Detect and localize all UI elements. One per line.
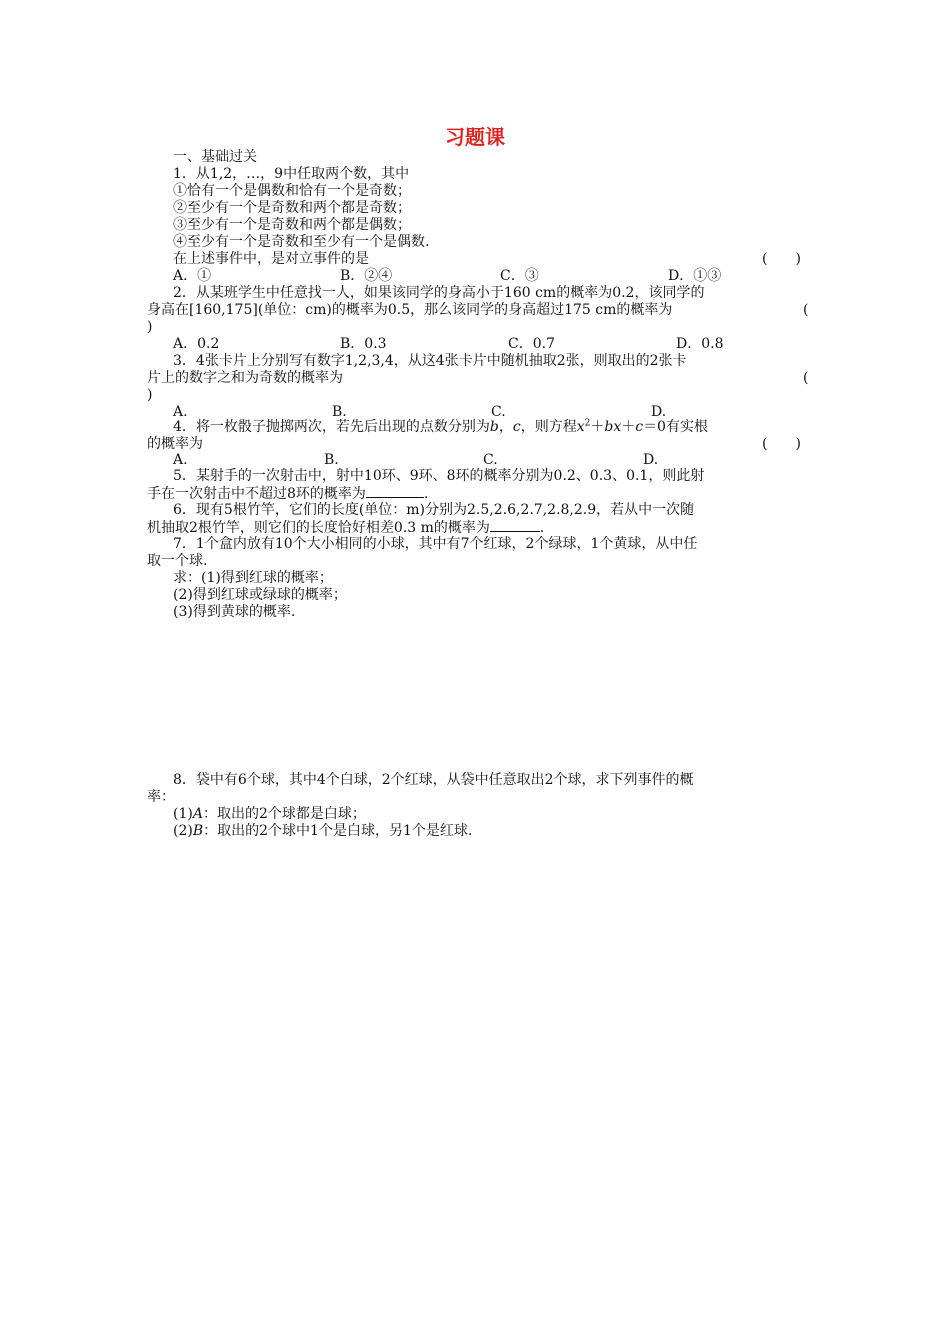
q6-line-1: 6．现有5根竹竿，它们的长度(单位：m)分别为2.5,2.6,2.7,2.8,2.9，若从中一次随 <box>173 502 695 518</box>
q7-part-3: (3)得到黄球的概率. <box>173 604 296 620</box>
q8-part-2-num: (2) <box>173 823 193 839</box>
q5-line-2 <box>147 485 428 503</box>
q7-part-2: (2)得到红球或绿球的概率； <box>173 587 347 603</box>
q1-item-1: ①恰有一个是偶数和恰有一个是奇数； <box>173 183 411 199</box>
q6-text: 机抽取2根竹竿，则它们的长度恰好相差0.3 m的概率为 <box>147 520 490 536</box>
q5-text: 手在一次射击中不超过8环的概率为 <box>147 486 366 502</box>
q4-var-x: x <box>576 419 585 435</box>
q3-option-d: D. <box>651 404 667 420</box>
q5-period: . <box>423 486 429 502</box>
section-heading: 一、基础过关 <box>173 149 257 165</box>
q2-line-2: 身高在[160,175](单位：cm)的概率为0.5，那么该同学的身高超过175 cm的概率为 <box>147 302 673 318</box>
q1-option-b: B．②④ <box>340 268 393 284</box>
q4-answer-paren: ( ) <box>762 436 801 452</box>
q1-stem: 1．从1,2，…，9中任取两个数，其中 <box>173 166 410 182</box>
q2-option-b: B．0.3 <box>340 336 387 352</box>
q3-option-a: A. <box>173 404 188 420</box>
q6-period: . <box>539 520 545 536</box>
q4-sep: ， <box>498 419 513 435</box>
q4-line-1 <box>173 419 708 436</box>
q4-text-b: ，则方程 <box>520 419 577 435</box>
page-title: 习题课 <box>445 125 505 149</box>
q2-paren-close: ) <box>147 319 153 335</box>
q1-option-a: A．① <box>173 268 212 284</box>
q4-exponent: 2 <box>584 418 591 429</box>
q8-part-2-text: ：取出的2个球中1个是白球，另1个是红球. <box>203 823 473 839</box>
q8-event-b: B <box>192 823 204 839</box>
q2-paren-open: ( <box>803 302 809 318</box>
q4-plus-2: ＋ <box>621 419 636 435</box>
q3-paren-open: ( <box>803 370 809 386</box>
q8-part-1-num: (1) <box>173 806 193 822</box>
q5-line-1: 5．某射手的一次射击中，射中10环、9环、8环的概率分别为0.2、0.3、0.1，则此射 <box>173 468 705 484</box>
q8-line-2: 率： <box>147 789 175 805</box>
q1-ask: 在上述事件中，是对立事件的是 <box>173 251 369 267</box>
q3-paren-close: ) <box>147 387 153 403</box>
q3-option-c: C. <box>491 404 506 420</box>
q8-part-1-text: ：取出的2个球都是白球； <box>202 806 366 822</box>
q8-event-a: A <box>192 806 203 822</box>
q4-text-c: ＝0有实根 <box>643 419 708 435</box>
q4-plus-1: ＋ <box>590 419 605 435</box>
q4-var-c2: c <box>635 419 644 435</box>
q2-option-d: D．0.8 <box>676 336 724 352</box>
q1-option-d: D．①③ <box>668 268 722 284</box>
q4-var-b: b <box>489 419 499 435</box>
q3-line-2: 片上的数字之和为奇数的概率为 <box>147 370 343 386</box>
q7-line-1: 7．1个盒内放有10个大小相同的小球，其中有7个红球，2个绿球，1个黄球，从中任 <box>173 536 698 552</box>
q4-option-b: B. <box>324 452 339 468</box>
q1-option-c: C．③ <box>500 268 539 284</box>
q7-part-1: 求：(1)得到红球的概率； <box>173 570 333 586</box>
q4-line-2: 的概率为 <box>147 436 203 452</box>
q2-option-a: A．0.2 <box>173 336 220 352</box>
q3-option-b: B. <box>332 404 347 420</box>
q1-answer-paren: ( ) <box>762 251 801 267</box>
q8-part-2 <box>173 823 472 840</box>
q2-line-1: 2．从某班学生中任意找一人，如果该同学的身高小于160 cm的概率为0.2，该同学的 <box>173 285 705 301</box>
q7-line-2: 取一个球. <box>147 553 208 569</box>
q6-answer-blank[interactable] <box>490 519 540 532</box>
q5-answer-blank[interactable] <box>366 485 424 498</box>
q4-text-a: 4．将一枚骰子抛掷两次，若先后出现的点数分别为 <box>173 419 490 435</box>
q8-line-1: 8．袋中有6个球，其中4个白球，2个红球，从袋中任意取出2个球，求下列事件的概 <box>173 772 694 788</box>
q4-option-c: C. <box>483 452 498 468</box>
q8-part-1 <box>173 806 366 823</box>
q1-item-2: ②至少有一个是奇数和两个都是奇数； <box>173 200 411 216</box>
q4-var-c: c <box>512 419 521 435</box>
q1-item-3: ③至少有一个是奇数和两个都是偶数； <box>173 217 411 233</box>
q4-option-d: D. <box>643 452 659 468</box>
q2-option-c: C．0.7 <box>508 336 555 352</box>
q6-line-2 <box>147 519 544 537</box>
q4-option-a: A. <box>173 452 188 468</box>
q4-var-bx: bx <box>604 419 622 435</box>
q1-item-4: ④至少有一个是奇数和至少有一个是偶数. <box>173 234 430 250</box>
q3-line-1: 3．4张卡片上分别写有数字1,2,3,4，从这4张卡片中随机抽取2张，则取出的2张卡 <box>173 353 687 369</box>
